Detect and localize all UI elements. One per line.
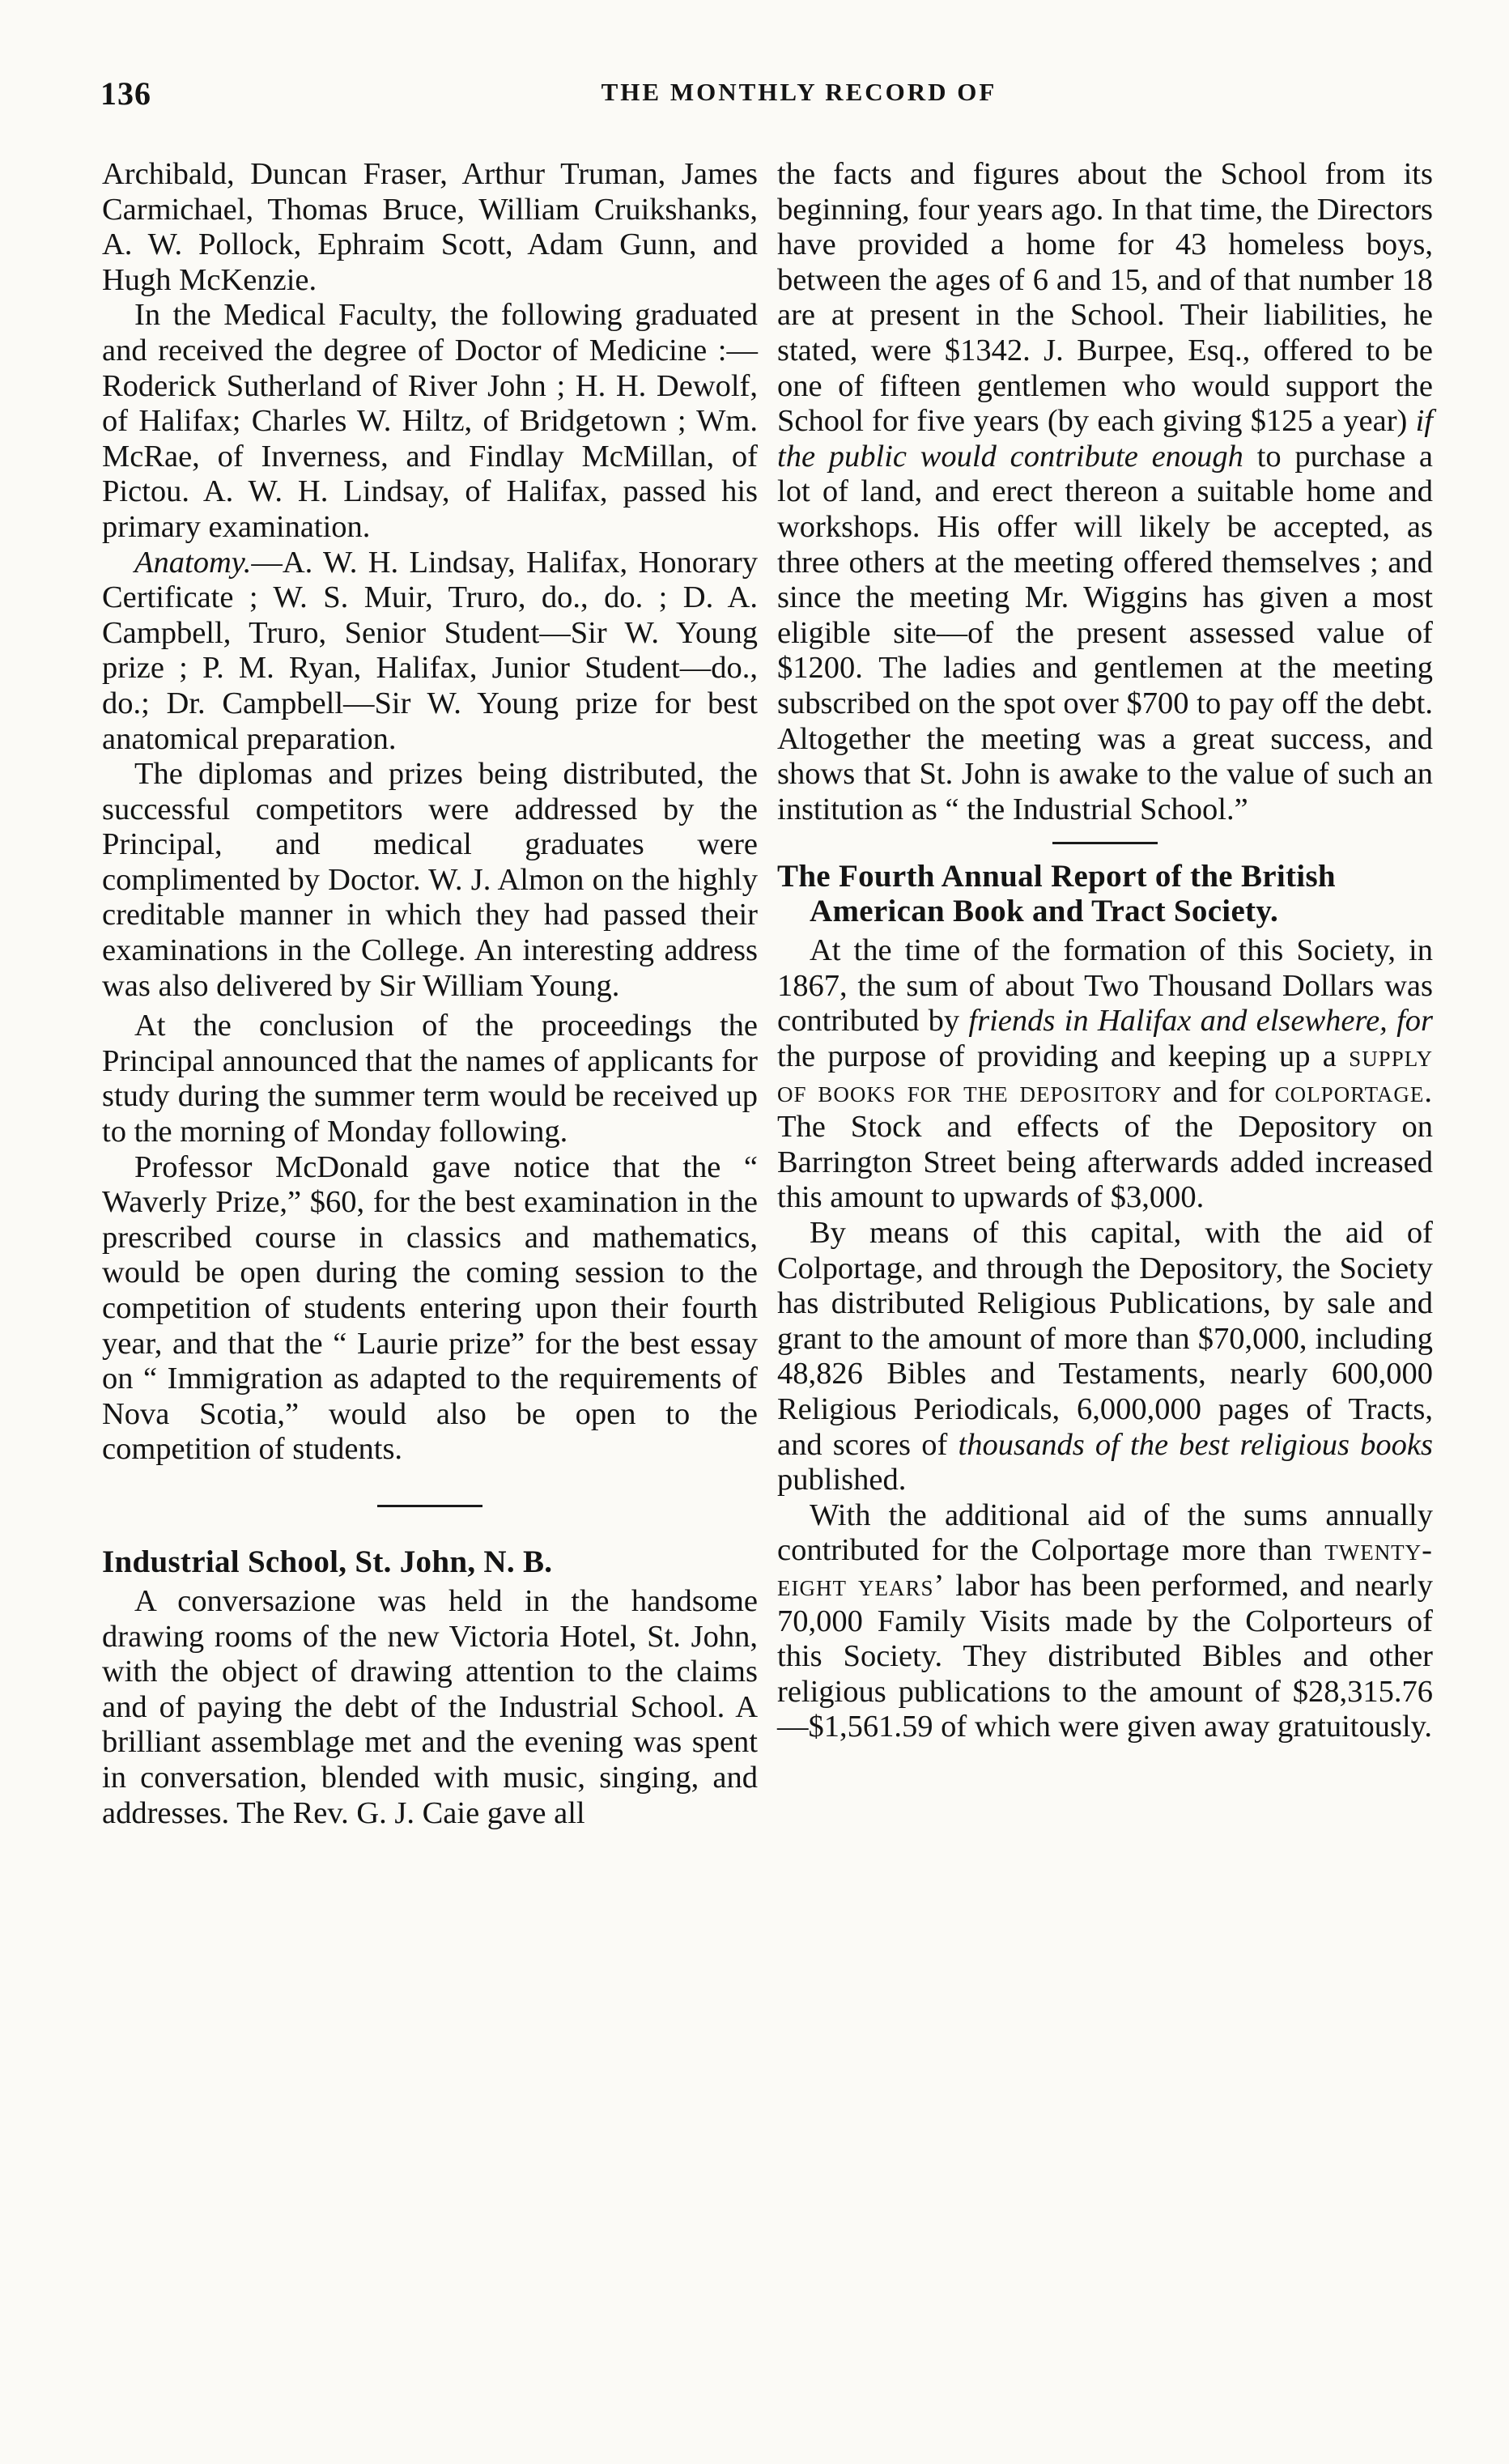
paragraph-formation xyxy=(777,933,1433,1216)
formation-text-a: At the time of the formation of this Society, in 1867, the sum of about Two Thousand Dollars was contributed by xyxy=(777,933,1433,1039)
capital-text-b: published. xyxy=(777,1463,907,1498)
school-facts-italic: if the public would contribute enough xyxy=(777,404,1434,474)
page-number: 136 xyxy=(100,75,151,112)
paragraph-waverly-prize: Professor McDonald gave notice that the “ Waverly Prize,” $60, for the best examination in the prescribed course in classics and mathematics, would be open during the coming session to the competition of students entering upon their fourth year, and that the “ Laurie prize” for the best essay on “ Immigration as adapted to the requirements of Nova Scotia,” would also be open to the competition of students. xyxy=(102,1149,758,1467)
paragraph-school-facts xyxy=(777,157,1433,827)
running-head: THE MONTHLY RECORD OF xyxy=(601,78,997,106)
school-facts-tail: to purchase a lot of land, and erect thereon a suitable home and workshops. His offer will likely be accepted, as three others at the meeting offered themselves ; and since the meeting Mr. Wiggins has given a most eligible site—of the present assessed value of $1200. The ladies and gentlemen at the meeting subscribed on the spot over $700 to pay off the debt. Altogether the meeting was a great success, and shows that St. John is awake to the value of such an institution as “ the Industrial School.” xyxy=(777,439,1434,826)
aid-text-a: With the additional aid of the sums annually contributed for the Colportage more than xyxy=(777,1498,1433,1568)
formation-text-d: The Stock and effects of the Depository on Barrington Street being afterwards added increased this amount to upwards of $3,000. xyxy=(777,1110,1433,1215)
section-divider xyxy=(377,1505,482,1507)
formation-text-b: the purpose of providing and keeping up a xyxy=(777,1039,1337,1074)
formation-smallcaps-colportage: colportage. xyxy=(1274,1074,1434,1109)
anatomy-lead: Anatomy. xyxy=(134,545,252,580)
formation-italic: friends in Halifax and elsewhere, for xyxy=(968,1004,1433,1039)
paragraph-conversazione: A conversazione was held in the handsome drawing rooms of the new Victoria Hotel, St. John, with the object of drawing attention to the claims and of paying the debt of the Industrial School. A brilliant assemblage met and the evening was spent in conversation, blended with music, singing, and addresses. The Rev. G. J. Caie gave all xyxy=(102,1583,758,1830)
school-facts-text: the facts and figures about the School from its beginning, four years ago. In that time, the Directors have provided a home for 43 homeless boys, between the ages of 6 and 15, and of that number 18 are at present in the School. Their liabilities, he stated, were $1342. J. Burpee, Esq., offered to be one of fifteen gentlemen who would support the School for five years (by each giving $125 a year) xyxy=(777,157,1433,439)
paragraph-additional-aid xyxy=(777,1498,1433,1745)
capital-italic: thousands of the best religious books xyxy=(958,1427,1434,1462)
heading-tract-society: The Fourth Annual Report of the British American Book and Tract Society. xyxy=(777,859,1336,929)
formation-text-c: and for xyxy=(1172,1074,1265,1109)
right-column xyxy=(777,157,1433,1745)
paragraph-medical-faculty: In the Medical Faculty, the following graduated and received the degree of Doctor of Medicine :—Roderick Sutherland of River John ; H. H. Dewolf, of Halifax; Charles W. Hiltz, of Bridgetown ; Wm. McRae, of Inverness, and Findlay McMillan, of Pictou. A. W. H. Lindsay, of Halifax, passed his primary examination. xyxy=(102,298,758,544)
aid-smallcaps: twenty-eight years’ xyxy=(777,1533,1433,1603)
anatomy-text: —A. W. H. Lindsay, Halifax, Honorary Certificate ; W. S. Muir, Truro, do., do. ; D. A. Campbell, Truro, Senior Student—Sir W. Young prize ; P. M. Ryan, Halifax, Junior Student—do., do.; Dr. Campbell—Sir W. Young prize for best anatomical preparation. xyxy=(102,545,758,756)
paragraph-graduates-list: Archibald, Duncan Fraser, Arthur Truman, James Carmichael, Thomas Bruce, William Cruikshanks, A. W. Pollock, Ephraim Scott, Adam Gunn, and Hugh McKenzie. xyxy=(102,157,758,297)
aid-text-b: labor has been performed, and nearly 70,000 Family Visits made by the Colporteurs of this Society. They distributed Bibles and other religious publications to the amount of $28,315.76—$1,561.59 of which were given away gratuitously. xyxy=(777,1568,1434,1744)
capital-text-a: By means of this capital, with the aid of Colportage, and through the Depository, the Society has distributed Religious Publications, by sale and grant to the amount of more than $70,000, including 48,826 Bibles and Testaments, nearly 600,000 Religious Periodicals, 6,000,000 pages of Tracts, and scores of xyxy=(777,1216,1433,1462)
left-column xyxy=(102,157,758,1831)
paragraph-anatomy xyxy=(102,546,758,758)
formation-smallcaps-supply: supply of books for the depository xyxy=(777,1039,1434,1109)
page-header xyxy=(100,74,1433,123)
section-divider-right xyxy=(1052,842,1158,844)
paragraph-diplomas: The diplomas and prizes being distributed, the successful competitors were addressed by the Principal, and medical graduates were complimented by Doctor. W. J. Almon on the highly creditable manner in which they had passed their examinations in the College. An interesting address was also delivered by Sir William Young. xyxy=(102,757,758,1003)
heading-industrial-school: Industrial School, St. John, N. B. xyxy=(102,1544,553,1579)
paragraph-conclusion: At the conclusion of the proceedings the Principal announced that the names of applicants for study during the summer term would be received up to the morning of Monday following. xyxy=(102,1009,758,1149)
paragraph-capital xyxy=(777,1216,1433,1498)
